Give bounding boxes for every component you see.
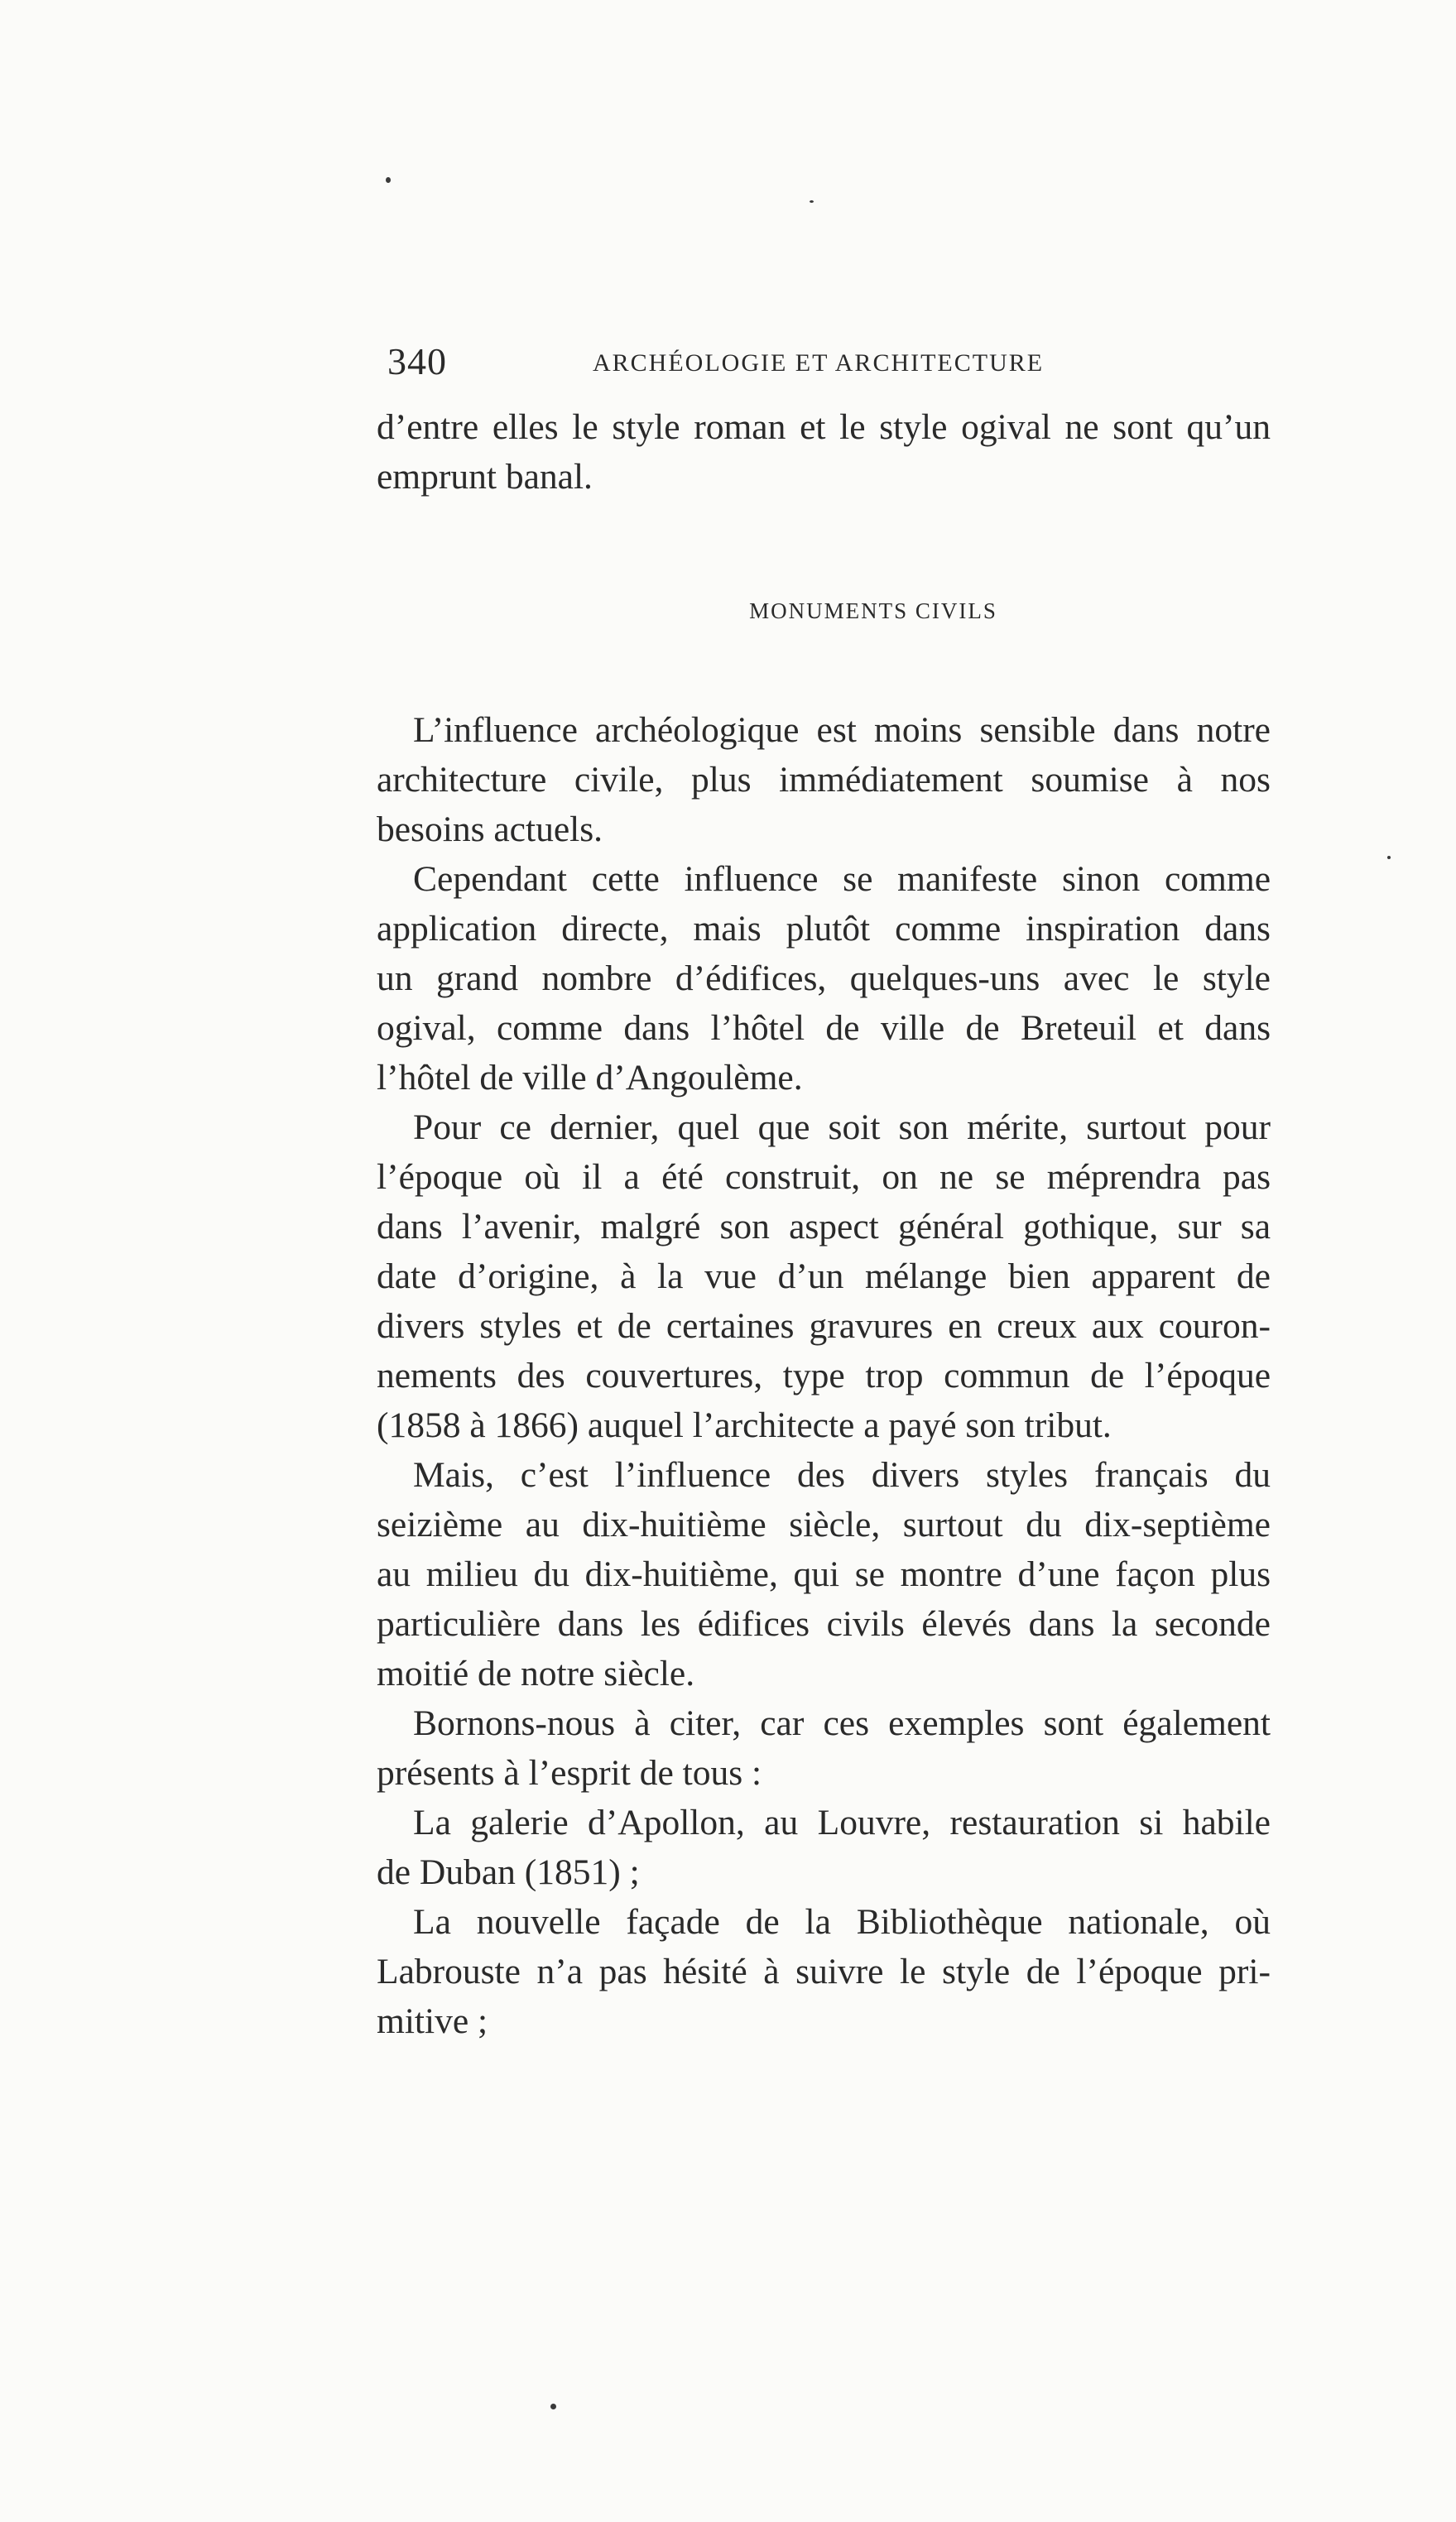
text-line: emprunt banal. (377, 457, 593, 497)
text-line: architecture civile, plus immédiatement soumise à nos (377, 760, 1271, 800)
text-line: date d’origine, à la vue d’un mélange bien apparent de (377, 1256, 1271, 1296)
text-line: particulière dans les édifices civils élevés dans la seconde (377, 1604, 1271, 1644)
text-line: besoins actuels. (377, 809, 603, 849)
text-line: Labrouste n’a pas hésité à suivre le style de l’époque pri- (377, 1952, 1271, 1991)
text-line: d’entre elles le style roman et le style ogival ne sont qu’un (377, 407, 1271, 447)
print-speck (810, 200, 814, 203)
text-line: seizième au dix-huitième siècle, surtout du dix-septième (377, 1505, 1271, 1544)
text-line: application directe, mais plutôt comme inspiration dans (377, 909, 1271, 949)
print-speck (386, 177, 391, 183)
text-line: l’hôtel de ville d’Angoulème. (377, 1058, 803, 1098)
text-line: La nouvelle façade de la Bibliothèque nationale, où (413, 1902, 1271, 1942)
text-line: (1858 à 1866) auquel l’architecte a payé son tribut. (377, 1405, 1112, 1445)
text-line: nements des couvertures, type trop commun de l’époque (377, 1356, 1271, 1396)
text-line: moitié de notre siècle. (377, 1654, 695, 1693)
text-line: présents à l’esprit de tous : (377, 1753, 762, 1793)
text-line: Pour ce dernier, quel que soit son mérite, surtout pour (413, 1107, 1271, 1147)
text-line: divers styles et de certaines gravures en creux aux couron- (377, 1306, 1271, 1346)
section-heading: MONUMENTS CIVILS (749, 598, 997, 623)
text-line: mitive ; (377, 2001, 488, 2041)
text-line: Mais, c’est l’influence des divers styles français du (413, 1455, 1271, 1495)
text-line: Cependant cette influence se manifeste sinon comme (413, 859, 1271, 899)
text-line: de Duban (1851) ; (377, 1852, 640, 1892)
print-speck (1387, 856, 1391, 859)
text-line: L’influence archéologique est moins sensible dans notre (413, 710, 1271, 750)
text-line: un grand nombre d’édifices, quelques-uns avec le style (377, 958, 1271, 998)
running-title: ARCHÉOLOGIE ET ARCHITECTURE (593, 349, 1045, 377)
text-line: ogival, comme dans l’hôtel de ville de Breteuil et dans (377, 1008, 1271, 1048)
running-head (387, 339, 1281, 389)
page-number: 340 (387, 340, 447, 382)
page-text (377, 402, 1271, 2046)
text-line: La galerie d’Apollon, au Louvre, restauration si habile (413, 1803, 1271, 1842)
text-line: Bornons-nous à citer, car ces exemples sont également (413, 1703, 1271, 1743)
text-line: dans l’avenir, malgré son aspect général gothique, sur sa (377, 1207, 1271, 1247)
text-line: l’époque où il a été construit, on ne se méprendra pas (377, 1157, 1271, 1197)
text-line: au milieu du dix-huitième, qui se montre d’une façon plus (377, 1554, 1271, 1594)
print-speck (550, 2404, 556, 2409)
